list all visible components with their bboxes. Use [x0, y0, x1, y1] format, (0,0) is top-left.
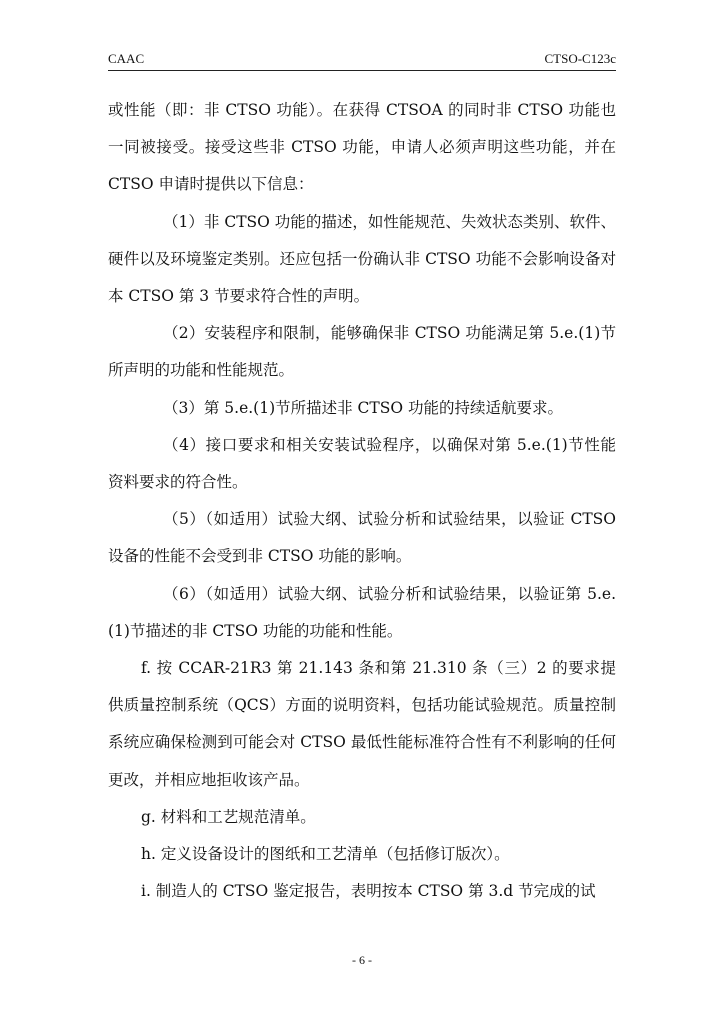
header-right-label: CTSO-C123c	[544, 51, 616, 66]
header-divider	[108, 70, 616, 71]
paragraph-item-2: （2）安装程序和限制，能够确保非 CTSO 功能满足第 5.e.(1)节所声明的功能和性能规范。	[108, 324, 616, 380]
paragraph-item-5: （5）（如适用）试验大纲、试验分析和试验结果，以验证 CTSO 设备的性能不会受到非 CTSO 功能的影响。	[108, 510, 616, 566]
paragraph-h: h. 定义设备设计的图纸和工艺清单（包括修订版次）。	[141, 845, 510, 864]
paragraph-intro: 或性能（即：非 CTSO 功能）。在获得 CTSOA 的同时非 CTSO 功能也一同被接受。接受这些非 CTSO 功能，申请人必须声明这些功能，并在 CTSO 申请时提供以下信息：	[108, 101, 616, 194]
paragraph-item-1: （1）非 CTSO 功能的描述，如性能规范、失效状态类别、软件、硬件以及环境鉴定类别。还应包括一份确认非 CTSO 功能不会影响设备对本 CTSO 第 3 节要求符合性的声明。	[108, 212, 616, 306]
page-header	[108, 50, 616, 68]
paragraph-item-6: （6）（如适用）试验大纲、试验分析和试验结果，以验证第 5.e.(1)节描述的非 CTSO 功能的功能和性能。	[108, 584, 616, 640]
paragraph-i: i. 制造人的 CTSO 鉴定报告，表明按本 CTSO 第 3.d 节完成的试	[141, 882, 596, 901]
page-number: - 6 -	[352, 953, 372, 967]
paragraph-g: g. 材料和工艺规范清单。	[141, 807, 316, 826]
paragraph-item-4: （4）接口要求和相关安装试验程序，以确保对第 5.e.(1)节性能资料要求的符合性。	[108, 435, 616, 492]
header-left-label: CAAC	[108, 51, 145, 66]
paragraph-f: f. 按 CCAR-21R3 第 21.143 条和第 21.310 条（三）2 的要求提供质量控制系统（QCS）方面的说明资料，包括功能试验规范。质量控制系统应确保检测到可能会对 CTSO 最低性能标准符合性有不利影响的任何更改，并相应地拒收该产品。	[108, 659, 616, 789]
paragraph-item-3: （3）第 5.e.(1)节所描述非 CTSO 功能的持续适航要求。	[163, 398, 564, 417]
document-body	[108, 92, 616, 910]
